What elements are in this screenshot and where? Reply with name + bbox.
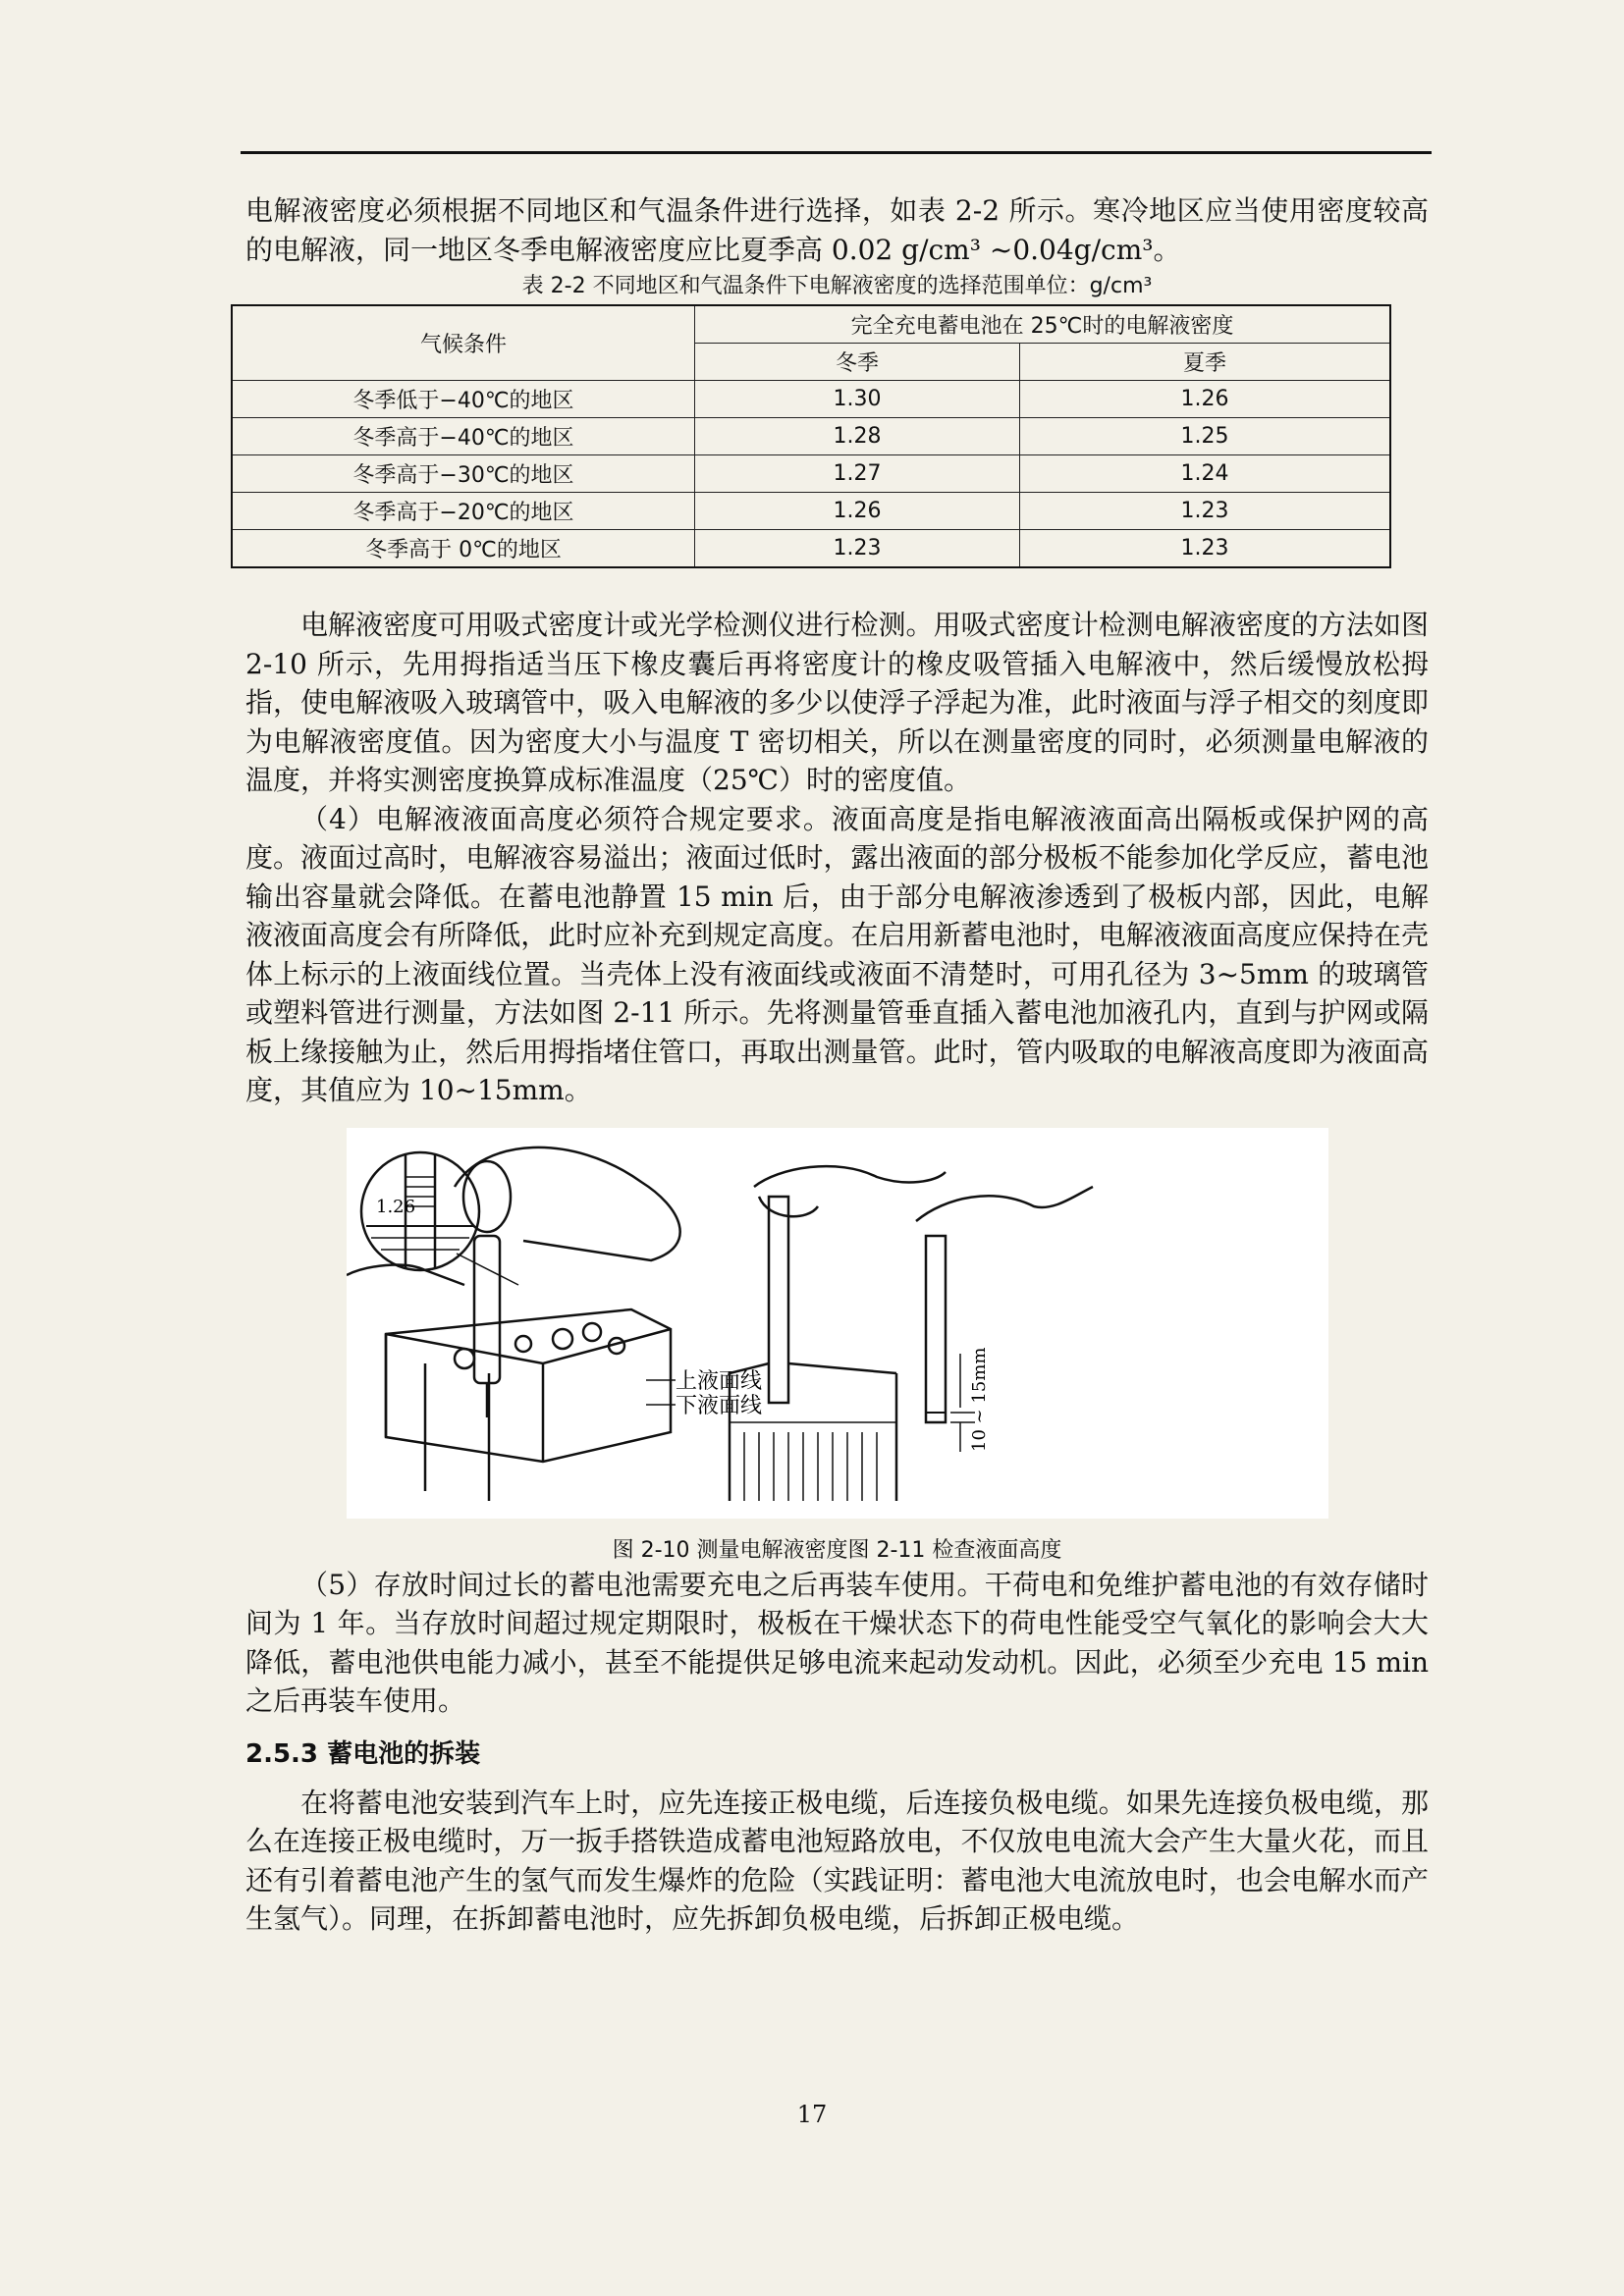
header-rule <box>241 151 1432 154</box>
cell-winter: 1.26 <box>695 493 1020 530</box>
cell-condition: 冬季高于 0℃的地区 <box>232 530 695 568</box>
rubber-bulb <box>463 1161 511 1232</box>
paragraph-storage-charging: （5）存放时间过长的蓄电池需要充电之后再装车使用。干荷电和免维护蓄电池的有效存储时间为 1 年。当存放时间超过规定期限时，极板在干燥状态下的荷电性能受空气氧化的影响会大大降低，蓄电池供电能力减小，甚至不能提供足够电流来起动发动机。因此，必须至少充电 15 min 之后再装车使用。 <box>245 1568 1429 1717</box>
figure-caption: 图 2-10 测量电解液密度图 2-11 检查液面高度 <box>612 1537 1062 1563</box>
header-density-group: 完全充电蓄电池在 25℃时的电解液密度 <box>695 305 1391 344</box>
table-row <box>232 530 1390 568</box>
battery-case <box>386 1309 671 1462</box>
page-number: 17 <box>796 2101 828 2128</box>
cell-winter: 1.30 <box>695 381 1020 418</box>
cell-winter: 1.28 <box>695 418 1020 455</box>
cell-summer: 1.26 <box>1020 381 1391 418</box>
liquid-height-label: 10 ~ 15mm <box>969 1347 990 1452</box>
paragraph-liquid-level: （4）电解液液面高度必须符合规定要求。液面高度是指电解液液面高出隔板或保护网的高度。液面过高时，电解液容易溢出；液面过低时，露出液面的部分极板不能参加化学反应，蓄电池输出容量就会降低。在蓄电池静置 15 min 后，由于部分电解液渗透到了极板内部，因此，电解液液面高度会有所降低，此时应补充到规定高度。在启用新蓄电池时，电解液液面高度应保持在壳体上标示的上液面线位置。当壳体上没有液面线或液面不清楚时，可用孔径为 3~5mm 的玻璃管或塑料管进行测量，方法如图 2-11 所示。先将测量管垂直插入蓄电池加液孔内，直到与护网或隔板上缘接触为止，然后用拇指堵住管口，再取出测量管。此时，管内吸取的电解液高度即为液面高度，其值应为 10~15mm。 <box>245 802 1429 1106</box>
header-climate: 气候条件 <box>232 305 695 381</box>
table-row <box>232 418 1390 455</box>
cell-condition: 冬季低于−40℃的地区 <box>232 381 695 418</box>
paragraph-density-selection: 电解液密度必须根据不同地区和气温条件进行选择，如表 2-2 所示。寒冷地区应当使用密度较高的电解液，同一地区冬季电解液密度应比夏季高 0.02 g/cm³ ~0.04g/cm³。 <box>245 194 1429 266</box>
cell-summer: 1.24 <box>1020 455 1391 493</box>
cell-condition: 冬季高于−30℃的地区 <box>232 455 695 493</box>
table-row <box>232 381 1390 418</box>
cell-condition: 冬季高于−40℃的地区 <box>232 418 695 455</box>
lower-liquid-line-label: 下液面线 <box>676 1393 763 1418</box>
cell-summer: 1.23 <box>1020 493 1391 530</box>
removed-tube <box>926 1236 946 1422</box>
table-header-row <box>232 305 1390 344</box>
table-row <box>232 493 1390 530</box>
cell-summer: 1.23 <box>1020 530 1391 568</box>
hydrometer-tube <box>474 1236 500 1383</box>
hydrometer-reading: 1.26 <box>376 1196 416 1217</box>
cell-condition: 冬季高于−20℃的地区 <box>232 493 695 530</box>
figure-illustration <box>347 1128 1328 1519</box>
header-summer: 夏季 <box>1020 344 1391 381</box>
cell-winter: 1.23 <box>695 530 1020 568</box>
table-row <box>232 455 1390 493</box>
paragraph-density-measurement: 电解液密度可用吸式密度计或光学检测仪进行检测。用吸式密度计检测电解液密度的方法如图 2-10 所示，先用拇指适当压下橡皮囊后再将密度计的橡皮吸管插入电解液中，然后缓慢放松拇指，使电解液吸入玻璃管中，吸入电解液的多少以使浮子浮起为准，此时液面与浮子相交的刻度即为电解液密度值。因为密度大小与温度 T 密切相关，所以在测量密度的同时，必须测量电解液的温度，并将实测密度换算成标准温度（25℃）时的密度值。 <box>245 609 1429 796</box>
section-heading: 2.5.3 蓄电池的拆装 <box>245 1738 481 1769</box>
density-table <box>231 304 1391 568</box>
upper-hand <box>455 1147 680 1259</box>
figure-measurement <box>245 1128 1429 1519</box>
middle-hand <box>754 1166 946 1187</box>
measuring-tube <box>769 1197 788 1403</box>
cell-summer: 1.25 <box>1020 418 1391 455</box>
table-caption: 表 2-2 不同地区和气温条件下电解液密度的选择范围单位：g/cm³ <box>521 274 1153 298</box>
header-winter: 冬季 <box>695 344 1020 381</box>
cell-winter: 1.27 <box>695 455 1020 493</box>
paragraph-installation: 在将蓄电池安装到汽车上时，应先连接正极电缆，后连接负极电缆。如果先连接负极电缆，那么在连接正极电缆时，万一扳手搭铁造成蓄电池短路放电，不仅放电电流大会产生大量火花，而且还有引着蓄电池产生的氢气而发生爆炸的危险（实践证明：蓄电池大电流放电时，也会电解水而产生氢气）。同理，在拆卸蓄电池时，应先拆卸负极电缆，后拆卸正极电缆。 <box>245 1786 1429 1935</box>
right-hand <box>916 1187 1093 1221</box>
page-content <box>245 191 1429 1939</box>
upper-liquid-line-label: 上液面线 <box>676 1368 763 1394</box>
